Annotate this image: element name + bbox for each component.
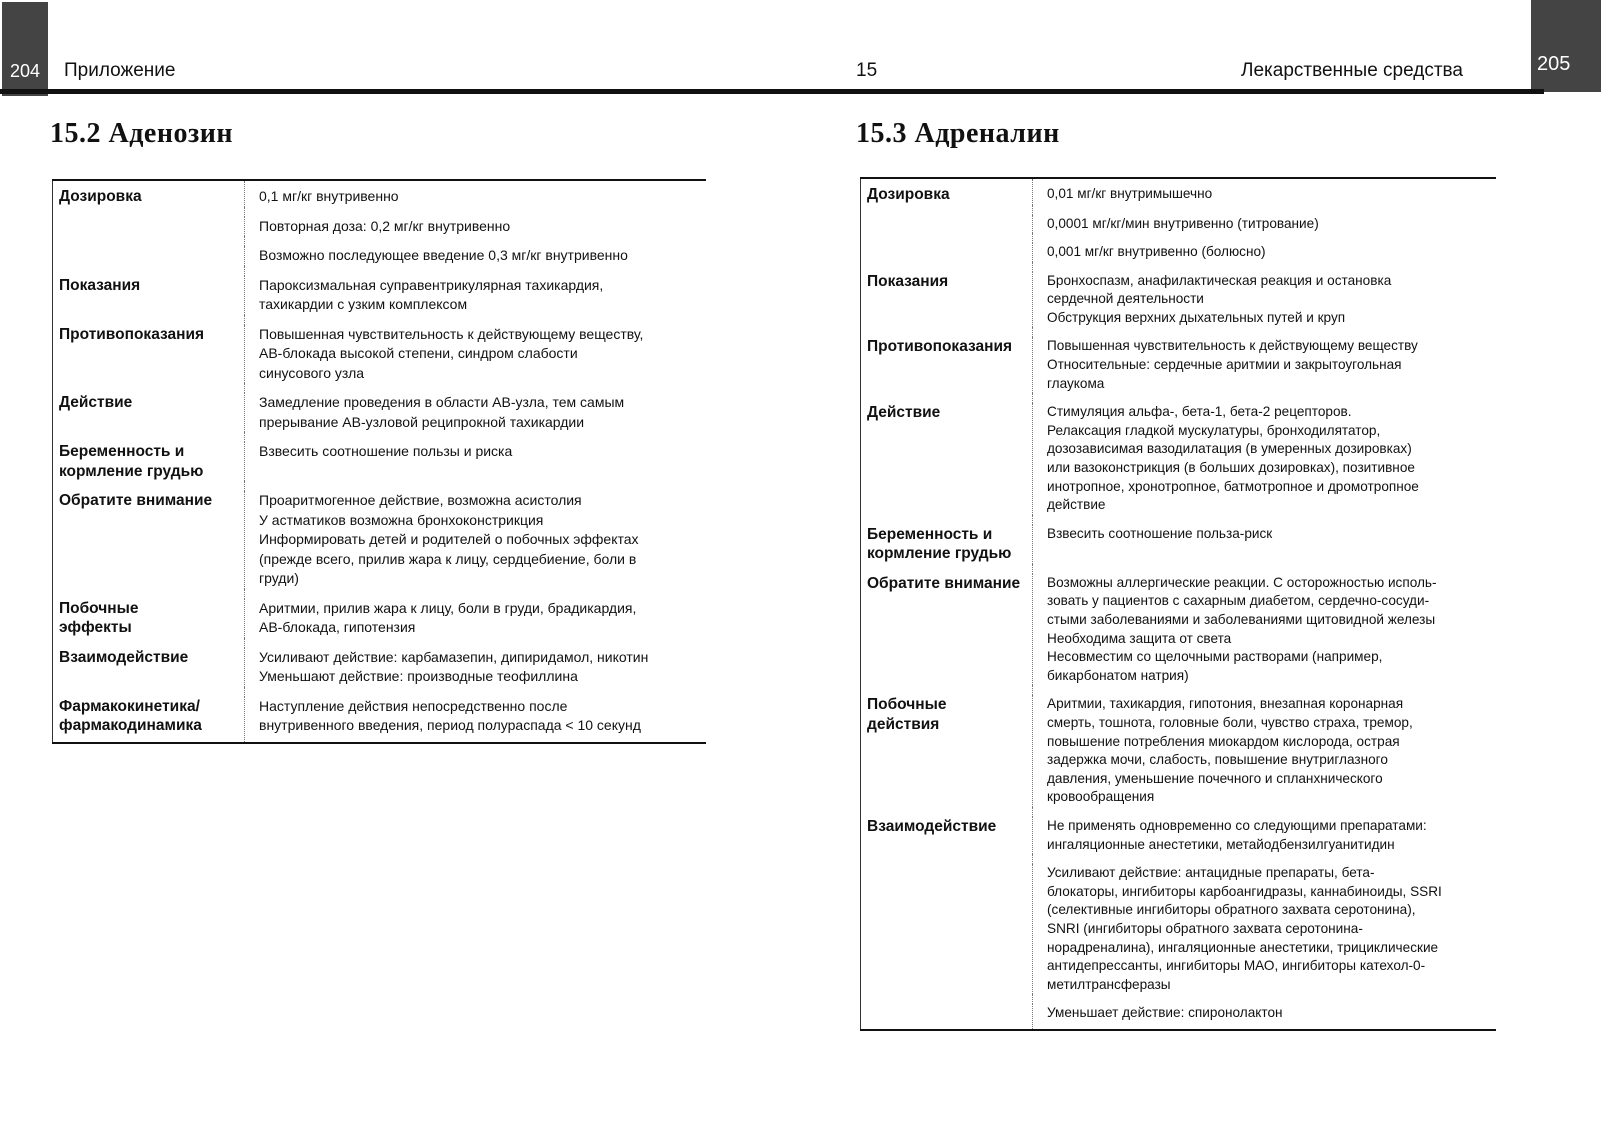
running-header: Приложение [64,60,176,81]
row-value: 0,1 мг/кг внутривенно [259,188,399,204]
row-spacer [53,266,706,276]
row-value: Взвесить соотношение польза-риск [1047,525,1273,541]
drug-table [52,181,706,742]
row-value: Возможно последующее введение 0,3 мг/кг внутривенно [259,247,628,263]
table-bottom-rule [52,742,706,744]
table-row [861,403,1496,515]
row-label: Противопоказания [59,325,205,343]
section-title: 15.2 Аденозин [50,118,233,149]
row-value: Бронхоспазм, анафилактическая реакция и остановка сердечной деятельности Обструкция верхних дыхательных путей и круп [1047,272,1392,325]
row-value: Повышенная чувствительность к действующему веществу, AB-блокада высокой степени, синдром слабости синусового узла [259,325,644,381]
table-row [53,648,706,687]
row-label: Взаимодействие [59,648,189,666]
row-label: Беременность и кормление грудью [867,525,1012,563]
row-label: Дозировка [59,188,142,205]
table-row [53,697,706,742]
table-row [861,817,1496,854]
row-label: Фармакокинетика/ фармакодинамика [59,697,202,734]
row-spacer [53,207,706,217]
row-spacer [861,205,1496,215]
row-spacer [53,589,706,599]
page-number: 205 [1537,53,1571,75]
row-spacer [53,481,706,491]
right-page [800,0,1601,1122]
row-spacer [53,236,706,246]
row-spacer [861,327,1496,337]
table-row [861,695,1496,807]
row-value: 0,001 мг/кг внутривенно (болюсно) [1047,244,1266,260]
row-value: Повторная доза: 0,2 мг/кг внутривенно [259,217,511,234]
table-row [53,276,706,315]
table-row [861,337,1496,393]
row-spacer [861,807,1496,817]
row-value: Уменьшает действие: спиронолактон [1047,1005,1283,1021]
row-label: Взаимодействие [867,817,997,835]
row-label: Обратите внимание [59,492,213,509]
row-label: Показания [59,276,141,294]
table-row [53,491,706,589]
row-spacer [53,432,706,442]
table-row [53,181,706,207]
row-label: Побочные эффекты [59,599,139,636]
page-number-box [2,2,48,96]
table-row [53,393,706,432]
table-row [861,1004,1496,1029]
table-row [861,179,1496,205]
row-value: Замедление проведения в области АВ-узла, тем самым прерывание АВ-узловой реципрокной тахикардии [259,394,625,430]
row-value: Наступление действия непосредственно после внутривенного введения, период полураспада < 10 секунд [259,697,641,733]
row-label: Действие [59,394,133,411]
row-value: Усиливают действие: карбамазепин, дипиридамол, никотин Уменьшают действие: производные теофиллина [259,648,649,684]
row-spacer [861,515,1496,525]
table-row [53,217,706,237]
row-value: Проаритмогенное действие, возможна асистолия У астматиков возможна бронхоконстрикция Информировать детей и родителей о побочных эффектах (прежде всего, прилив жара к лицу, сердцебиение, боли в груди) [259,492,639,586]
running-header: Лекарственные средства [1241,60,1463,81]
table-row [53,246,706,266]
table-row [53,599,706,638]
row-label: Побочные действия [867,696,947,733]
row-spacer [861,994,1496,1004]
row-spacer [861,262,1496,272]
row-spacer [53,687,706,697]
table-row [861,215,1496,234]
table-row [861,243,1496,262]
table-row [53,442,706,481]
row-spacer [53,383,706,393]
row-value: Аритмии, тахикардия, гипотония, внезапная коронарная смерть, тошнота, головные боли, чувство страха, тремор, повышение потребления миокардом кислорода, острая задержка мочи, слабость, повышение внутриглазного давления, уменьшение почечного и спланхнического кровообращения [1047,696,1413,805]
row-value: Пароксизмальная суправентрикулярная тахикардия, тахикардии с узким комплексом [259,276,604,312]
header-rule [0,89,790,94]
table-row [861,864,1496,994]
row-spacer [53,638,706,648]
row-label: Обратите внимание [867,574,1021,592]
row-value: Повышенная чувствительность к действующему веществу Относительные: сердечные аритмии и закрытоугольная глаукома [1047,338,1418,391]
page-number: 204 [9,61,41,81]
row-value: Не применять одновременно со следующими препаратами: ингаляционные анестетики, метайодбензилгуанитидин [1047,817,1427,852]
row-spacer [861,564,1496,574]
table-row [861,525,1496,564]
section-title: 15.3 Адреналин [856,118,1060,149]
table-row [861,272,1496,328]
row-label: Показания [867,272,949,290]
row-value: Усиливают действие: антацидные препараты, бета- блокаторы, ингибиторы карбоангидразы, каннабиноиды, SSRI (селективные ингибиторы обратного захвата серотонина), SNRI (ингибиторы обратного захвата серотонина- норадреналина), ингаляционные анестетики, трициклические антидепрессанты, ингибиторы МАО, ингибиторы катехол-0- метилтрансферазы [1047,865,1442,992]
row-label: Дозировка [867,186,950,203]
row-label: Действие [867,404,941,422]
row-spacer [861,393,1496,403]
row-value: 0,0001 мг/кг/мин внутривенно (титрование) [1047,215,1319,231]
left-page [0,0,800,1122]
table-bottom-rule [860,1029,1496,1031]
header-rule [784,89,1544,94]
row-value: Стимуляция альфа-, бета-1, бета-2 рецепторов. Релаксация гладкой мускулатуры, бронходилятатор, дозозависимая вазодилатация (в умеренных дозировках) или вазоконстрикция (в больших дозировках), позитивное инотропное, хронотропное, батмотропное и дромотропное действие [1047,404,1419,513]
row-value: Взвесить соотношение пользы и риска [259,443,513,459]
drug-table [860,179,1496,1029]
row-label: Беременность и кормление грудью [59,443,204,480]
table-row [53,325,706,384]
row-spacer [861,685,1496,695]
row-value: Аритмии, прилив жара к лицу, боли в груди, брадикардия, АВ-блокада, гипотензия [259,599,637,635]
row-label: Противопоказания [867,338,1013,356]
table-row [861,574,1496,686]
page-number-box [1531,0,1601,92]
row-value: Возможны аллергические реакции. С осторожностью исполь- зовать у пациентов с сахарным диабетом, сердечно-сосуди- стыми заболеваниями и заболеваниями щитовидной железы Необходима защита от света Несовместим со щелочными растворами (например, бикарбонатом натрия) [1047,574,1437,683]
row-spacer [53,315,706,325]
row-value: 0,01 мг/кг внутримышечно [1047,186,1213,201]
row-spacer [861,854,1496,864]
chapter-number: 15 [856,60,878,81]
row-spacer [861,233,1496,243]
